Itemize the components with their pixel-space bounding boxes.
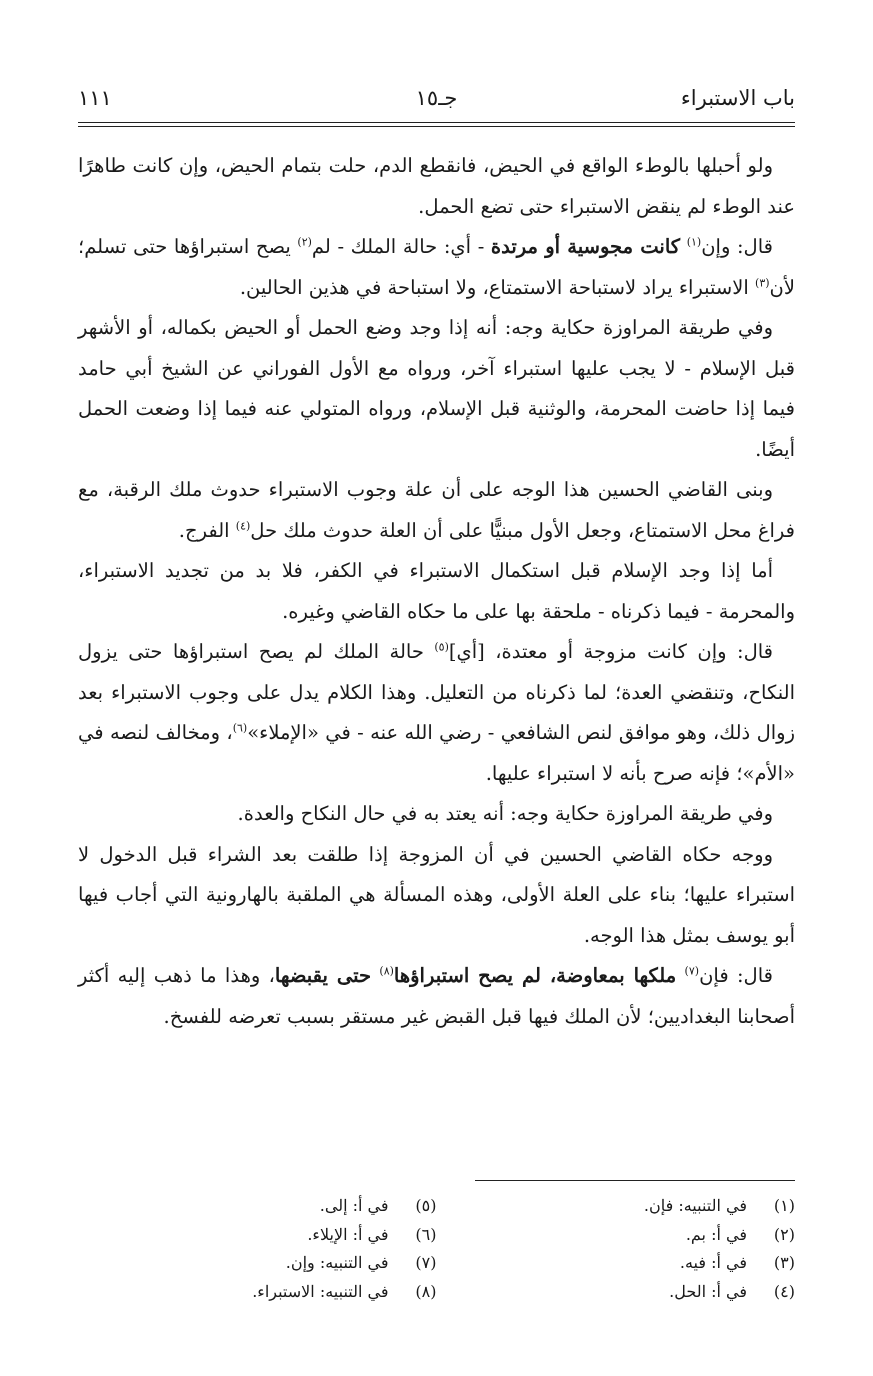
footnote-ref: (٨) <box>379 964 394 978</box>
header-rule-top <box>78 122 795 123</box>
paragraph-3: وفي طريقة المراوزة حكاية وجه: أنه إذا وجد وضع الحمل أو الحيض بكماله، أو الأشهر قبل الإسلام - لا يجب عليها استبراء آخر، ورواه مع الأول الفوراني عن الشيخ أبي حامد فيما إذا حاضت المحرمة، والوثنية قبل الإسلام، ورواه المتولي عنه فيما إذا وضعت الحمل أيضًا. <box>78 316 795 461</box>
footnote-number: (٢) <box>773 1224 795 1244</box>
footnote-number: (٦) <box>415 1224 437 1244</box>
footnote-text: في أ: بم. <box>685 1224 747 1244</box>
footnotes <box>78 1192 795 1306</box>
bold-phrase: كانت مجوسية أو مرتدة <box>490 235 681 258</box>
paragraph-8: ووجه حكاه القاضي الحسين في أن المزوجة إذا طلقت بعد الشراء قبل الدخول لا استبراء عليها؛ بناء على العلة الأولى، وهذه المسألة هي الملقبة بالهارونية التي أجاب فيها أبو يوسف بمثل هذا الوجه. <box>78 842 795 947</box>
paragraph-6 <box>78 632 795 794</box>
paragraph-7: وفي طريقة المراوزة حكاية وجه: أنه يعتد به في حال النكاح والعدة. <box>237 802 773 825</box>
footnote-item <box>78 1221 437 1250</box>
footnote-ref: (٦) <box>232 721 248 735</box>
footnote-separator <box>475 1180 795 1181</box>
page-number: ١١١ <box>78 86 112 110</box>
footnote-number: (١) <box>773 1196 795 1215</box>
text-run: الفرج. <box>178 518 230 542</box>
paragraph-9 <box>78 956 795 1037</box>
chapter-title: باب الاستبراء <box>680 86 795 110</box>
footnote-text: في التنبيه: الاستبراء. <box>252 1281 389 1301</box>
footnote-text: في أ: فيه. <box>679 1253 747 1272</box>
footnote-item <box>78 1278 437 1307</box>
footnote-item <box>437 1192 796 1221</box>
footnote-item <box>437 1278 796 1307</box>
footnote-ref: (٥) <box>434 640 449 654</box>
footnote-text: في أ: إلى. <box>319 1196 389 1215</box>
paragraph-5: أما إذا وجد الإسلام قبل استكمال الاستبراء في الكفر، فلا بد من تجديد الاستبراء، والمحرمة - فيما ذكرناه - ملحقة بها على ما حكاه القاضي وغيره. <box>78 559 795 623</box>
text-run: حالة الملك لم يصح استبراؤها حتى يزول النكاح، وتنقضي العدة؛ لما ذكرناه من التعليل. وهذا الكلام يدل على وجوب الاستبراء بعد زوال ذلك، وهو موافق لنص الشافعي - رضي الله عنه - في «الإملاء» <box>78 640 796 744</box>
header-rule-bottom <box>78 126 795 127</box>
running-header <box>78 86 795 122</box>
footnote-number: (٤) <box>773 1281 795 1301</box>
volume-label: جـ١٥ <box>415 86 458 110</box>
bold-phrase: ملكها بمعاوضة، لم يصح استبراؤها <box>393 964 677 987</box>
footnote-item <box>78 1249 437 1278</box>
footnote-ref: (٧) <box>684 964 700 978</box>
footnote-ref: (١) <box>686 235 702 249</box>
footnote-number: (٥) <box>415 1196 437 1215</box>
footnote-item <box>437 1249 796 1278</box>
text-run: قال: وإن كانت مزوجة أو معتدة، [أي] <box>448 640 774 663</box>
footnote-number: (٨) <box>415 1281 437 1301</box>
footnote-item <box>78 1192 437 1221</box>
text-run: ، وهذا ما ذهب إليه أكثر أصحابنا البغداديين؛ لأن الملك فيها قبل القبض غير مستقر بسبب تعرضه للفسخ. <box>78 964 795 1028</box>
bold-phrase: حتى يقبضها <box>274 964 372 987</box>
text-run: ، ومخالف لنصه في «الأم»؛ فإنه صرح بأنه لا استبراء عليها. <box>78 721 795 785</box>
text-run: قال: وإن <box>701 235 773 258</box>
footnote-item <box>437 1221 796 1250</box>
footnote-ref: (٤) <box>235 519 251 532</box>
main-text <box>78 146 795 1037</box>
paragraph-4 <box>78 470 795 551</box>
footnotes-column-right <box>437 1192 796 1306</box>
footnote-text: في أ: الإيلاء. <box>307 1224 389 1244</box>
text-run: - أي: حالة الملك - لم <box>311 235 485 258</box>
text-run: الاستبراء يراد لاستباحة الاستمتاع، ولا استباحة في هذين الحالين. <box>239 275 749 299</box>
footnote-ref: (٣) <box>755 276 770 289</box>
footnote-number: (٧) <box>415 1253 437 1272</box>
text-run: يصح استبراؤها حتى تسلم؛ لأن <box>78 235 795 299</box>
footnote-text: في التنبيه: فإن. <box>643 1196 747 1215</box>
footnotes-column-left <box>78 1192 437 1306</box>
text-run: قال: فإن <box>699 964 773 987</box>
text-run: وبنى القاضي الحسين هذا الوجه على أن علة وجوب الاستبراء حدوث ملك الرقبة، مع فراغ محل الاستمتاع، وجعل الأول مبنيًّا على أن العلة حدوث ملك حل <box>78 478 795 542</box>
footnote-number: (٣) <box>773 1253 795 1272</box>
footnote-ref: (٢) <box>297 235 312 249</box>
paragraph-1: ولو أحبلها بالوطء الواقع في الحيض، فانقطع الدم، حلت بتمام الحيض، وإن كانت طاهرًا عند الوطء لم ينقض الاستبراء حتى تضع الحمل. <box>78 154 795 218</box>
paragraph-2 <box>78 227 795 308</box>
footnote-text: في أ: الحل. <box>669 1281 747 1301</box>
footnote-text: في التنبيه: وإن. <box>285 1253 389 1272</box>
